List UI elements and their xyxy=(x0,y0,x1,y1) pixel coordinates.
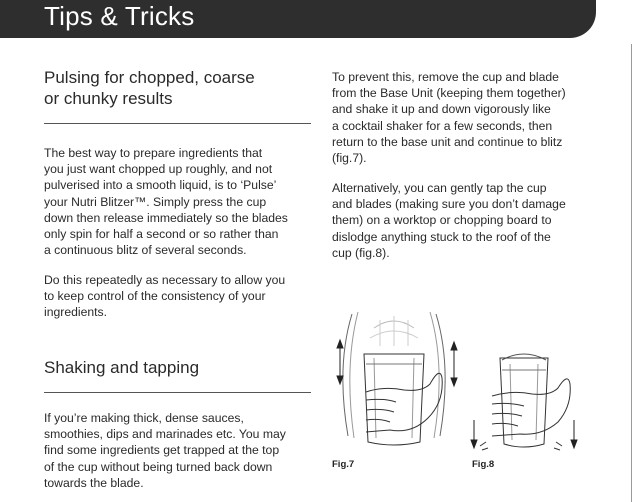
text-line: a cocktail shaker for a few seconds, then xyxy=(332,118,553,133)
divider xyxy=(44,123,311,124)
text-line: find some ingredients get trapped at the top xyxy=(44,443,280,458)
text-line: If you’re making thick, dense sauces, xyxy=(44,411,244,425)
text-line: your Nutri Blitzer™. Simply press the cup xyxy=(44,194,267,209)
text-line: down then release immediately so the blades xyxy=(44,210,288,225)
page-edge-rule xyxy=(631,44,632,502)
pulsing-paragraph-2 xyxy=(44,272,285,321)
figure-caption: Fig.7 xyxy=(332,459,355,470)
text-line: from the Base Unit (keeping them together) xyxy=(332,86,566,101)
text-line: of the cup without being turned back down xyxy=(44,459,273,474)
text-line: Do this repeatedly as necessary to allow you xyxy=(44,273,286,287)
text-line: and shake it up and down vigorously like xyxy=(332,102,551,117)
text-line: dislodge anything stuck to the roof of the xyxy=(332,229,551,244)
page-title: Tips & Tricks xyxy=(44,1,195,31)
header-bar xyxy=(0,0,596,38)
heading-line: Pulsing for chopped, coarse xyxy=(44,68,255,87)
text-line: towards the blade. xyxy=(44,475,144,490)
text-line: only spin for half a second or so rather than xyxy=(44,227,279,242)
pulsing-paragraph-1 xyxy=(44,145,288,258)
tapping-paragraph xyxy=(332,180,566,261)
text-line: The best way to prepare ingredients that xyxy=(44,146,263,160)
section-heading-pulsing xyxy=(44,67,255,109)
shaking-cup-illustration xyxy=(330,306,466,456)
text-line: return to the base unit and continue to blitz xyxy=(332,134,563,149)
text-line: and blades (making sure you don’t damage xyxy=(332,197,566,212)
section-heading-shaking: Shaking and tapping xyxy=(44,358,200,377)
text-line: To prevent this, remove the cup and blade xyxy=(332,70,559,84)
text-line: pulverised into a smooth liquid, is to ‘Pulse’ xyxy=(44,178,277,193)
text-line: (fig.7). xyxy=(332,151,367,166)
text-line: Alternatively, you can gently tap the cup xyxy=(332,181,547,195)
tapping-cup-illustration xyxy=(470,344,580,456)
shaking-paragraph-1 xyxy=(44,410,286,491)
text-line: you just want chopped up roughly, and not xyxy=(44,162,273,177)
text-line: cup (fig.8). xyxy=(332,245,390,260)
figure-caption: Fig.8 xyxy=(472,459,495,470)
text-line: them) on a worktop or chopping board to xyxy=(332,213,552,228)
text-line: ingredients. xyxy=(44,305,108,320)
heading-line: or chunky results xyxy=(44,89,173,108)
shaking-paragraph-2 xyxy=(332,69,566,166)
text-line: smoothies, dips and marinades etc. You may xyxy=(44,427,286,442)
divider xyxy=(44,392,311,393)
text-line: to keep control of the consistency of your xyxy=(44,289,266,304)
text-line: a continuous blitz of several seconds. xyxy=(44,243,247,258)
